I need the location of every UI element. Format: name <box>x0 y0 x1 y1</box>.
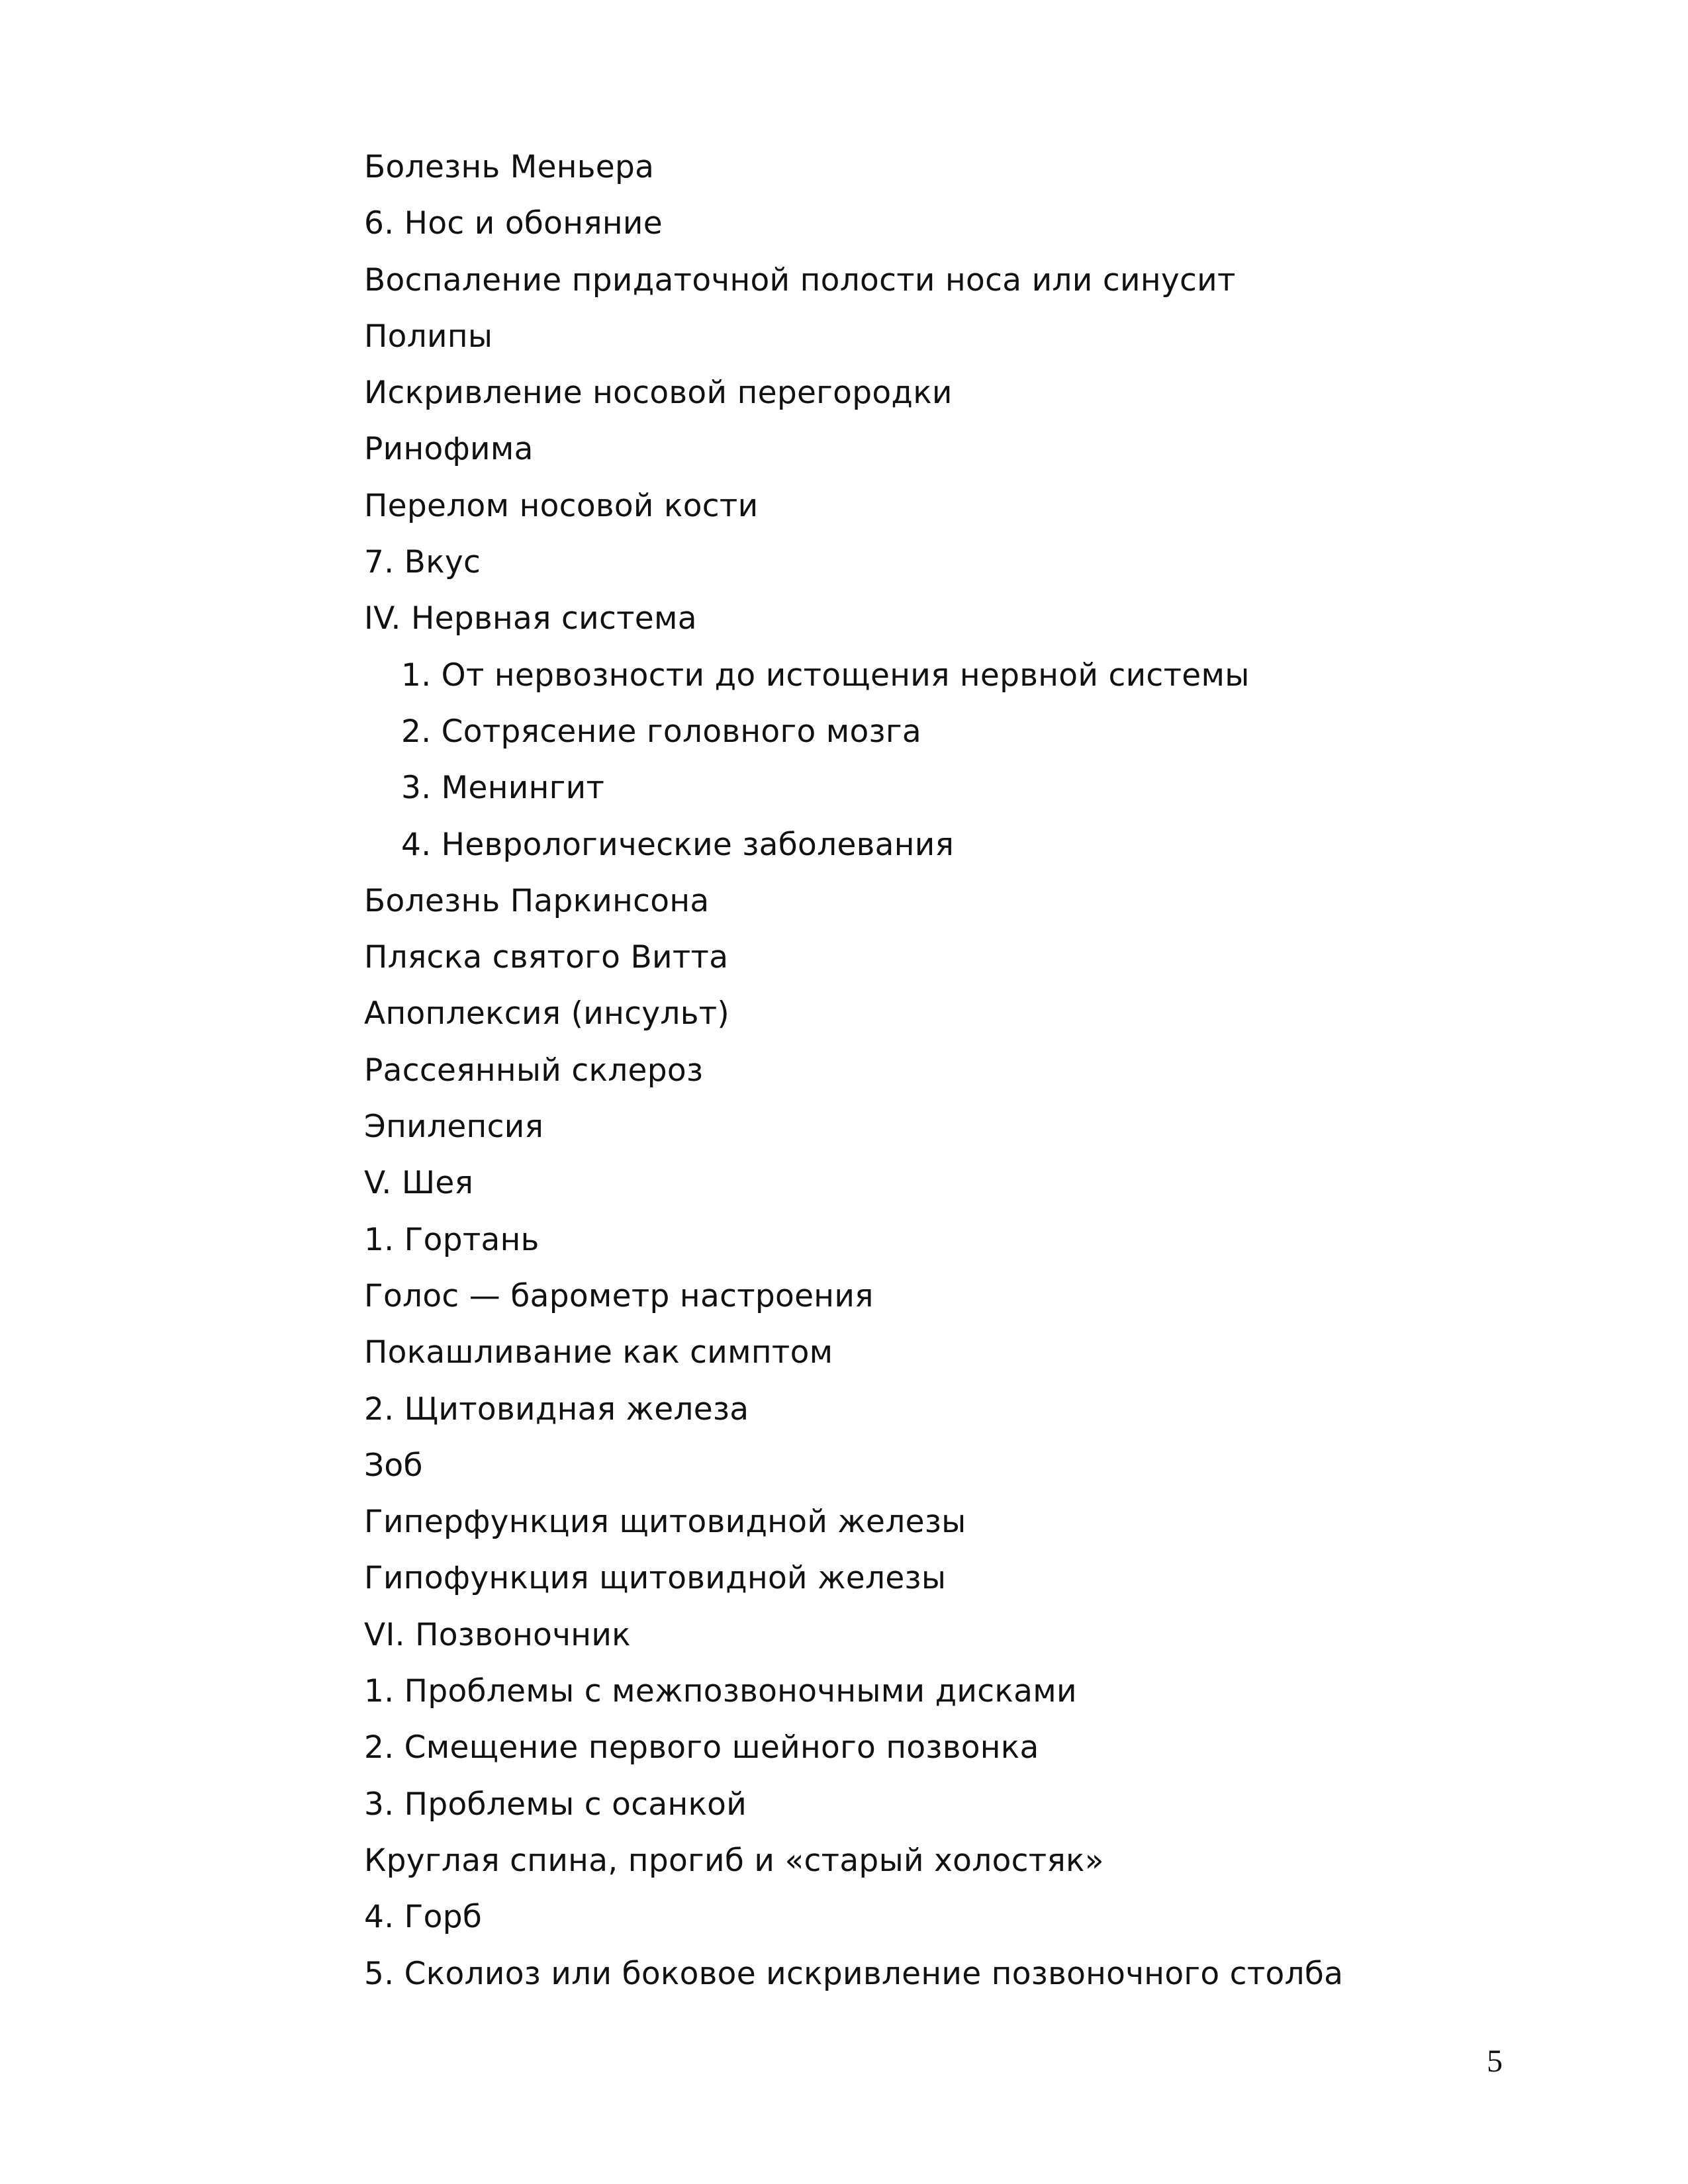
toc-entry: Круглая спина, прогиб и «старый холостяк» <box>364 1842 1104 1879</box>
toc-entry: 7. Вкус <box>364 544 481 581</box>
toc-entry: Воспаление придаточной полости носа или синусит <box>364 261 1236 298</box>
toc-entry: IV. Нервная система <box>364 600 697 637</box>
toc-entry: Гиперфункция щитовидной железы <box>364 1504 966 1541</box>
toc-entry: Пляска святого Витта <box>364 939 729 976</box>
toc-entry: 2. Щитовидная железа <box>364 1390 749 1428</box>
toc-entry: 5. Сколиоз или боковое искривление позвоночного столба <box>364 1955 1344 1992</box>
page-number: 5 <box>1487 2044 1503 2079</box>
toc-entry: Болезнь Паркинсона <box>364 882 710 919</box>
toc-entry: Ринофима <box>364 431 534 468</box>
toc-entry: Покашливание как симптом <box>364 1334 833 1371</box>
table-of-contents <box>364 144 1622 2007</box>
toc-entry: 6. Нос и обоняние <box>364 205 663 242</box>
toc-entry: 3. Проблемы с осанкой <box>364 1786 747 1823</box>
toc-entry: Эпилепсия <box>364 1109 544 1146</box>
toc-entry: Болезнь Меньера <box>364 149 655 185</box>
toc-entry: Зоб <box>364 1447 423 1484</box>
toc-entry: 4. Неврологические заболевания <box>401 826 955 863</box>
toc-entry: Гипофункция щитовидной железы <box>364 1560 947 1597</box>
toc-entry: Апоплексия (инсульт) <box>364 995 730 1032</box>
toc-entry: 3. Менингит <box>401 770 605 807</box>
toc-entry: Искривление носовой перегородки <box>364 375 953 412</box>
toc-entry: 1. Гортань <box>364 1221 539 1258</box>
toc-entry: 1. От нервозности до истощения нервной системы <box>401 657 1250 694</box>
toc-entry: 2. Смещение первого шейного позвонка <box>364 1729 1039 1766</box>
toc-entry: 4. Горб <box>364 1899 483 1936</box>
toc-entry: Голос — барометр настроения <box>364 1277 874 1314</box>
toc-entry: 1. Проблемы с межпозвоночными дисками <box>364 1673 1077 1710</box>
toc-entry: 2. Сотрясение головного мозга <box>401 713 921 750</box>
toc-entry: Перелом носовой кости <box>364 487 759 524</box>
toc-entry: Полипы <box>364 318 493 355</box>
toc-entry: VI. Позвоночник <box>364 1616 631 1653</box>
toc-entry: Рассеянный склероз <box>364 1052 704 1089</box>
toc-entry: V. Шея <box>364 1165 474 1202</box>
